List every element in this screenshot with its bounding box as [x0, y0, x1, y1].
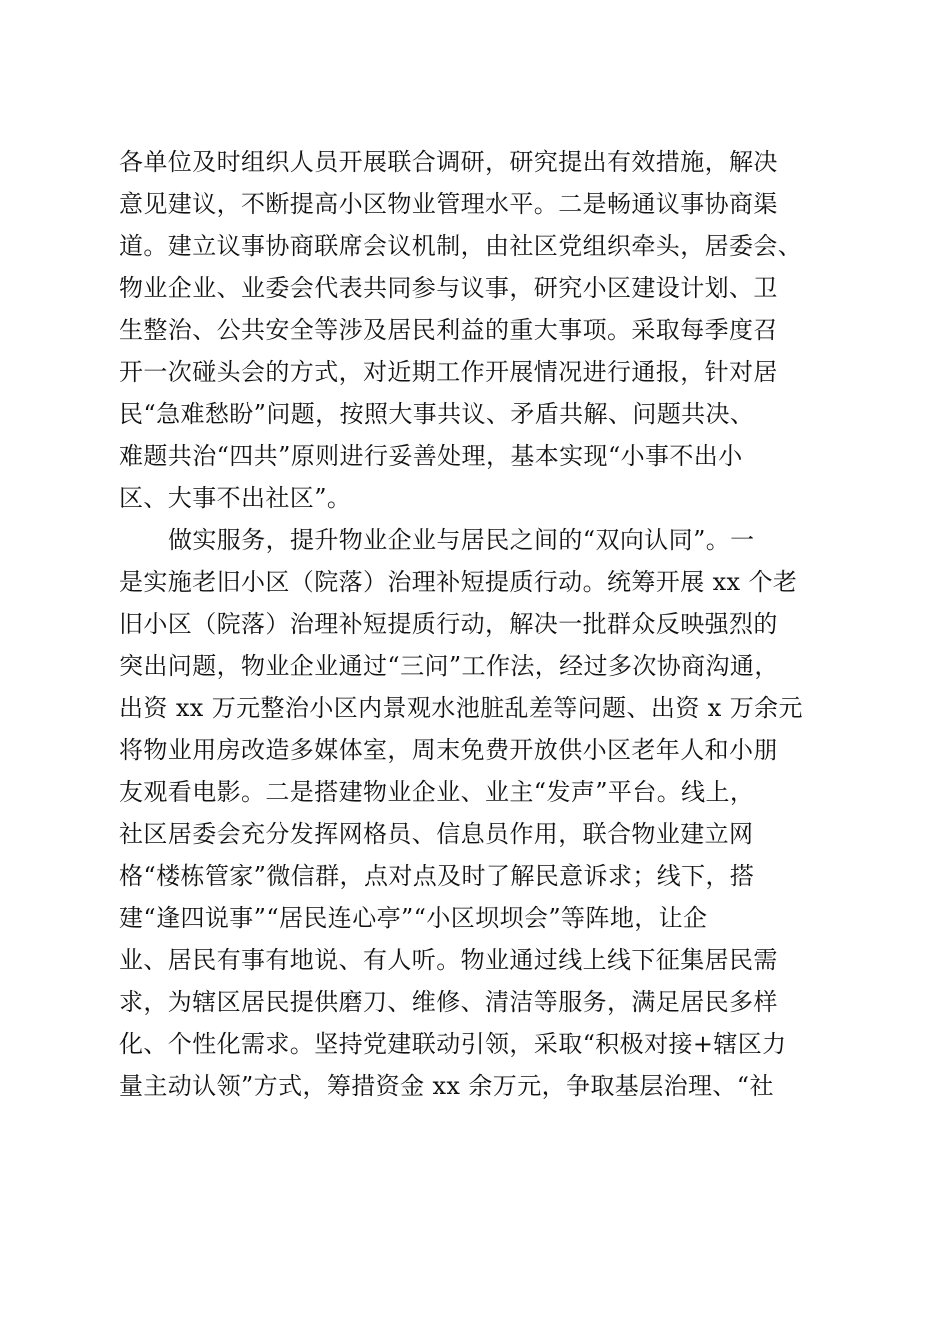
paragraph-line: 量主动认领”方式，筹措资金 xx 余万元，争取基层治理、“社	[119, 1072, 774, 1100]
paragraph-line: 道。建立议事协商联席会议机制，由社区党组织牵头，居委会、	[119, 232, 803, 260]
paragraph-line: 意见建议，不断提高小区物业管理水平。二是畅通议事协商渠	[119, 190, 778, 218]
paragraph-line: 区、大事不出社区”。	[119, 484, 352, 512]
paragraph-line: 各单位及时组织人员开展联合调研，研究提出有效措施，解决	[119, 148, 778, 176]
paragraph-line: 生整治、公共安全等涉及居民利益的重大事项。采取每季度召	[119, 316, 778, 344]
paragraph-line: 友观看电影。二是搭建物业企业、业主“发声”平台。线上，	[119, 778, 755, 806]
paragraph-line: 难题共治“四共”原则进行妥善处理，基本实现“小事不出小	[119, 442, 743, 470]
paragraph-line: 突出问题，物业企业通过“三问”工作法，经过多次协商沟通，	[119, 652, 779, 680]
paragraph-line: 求，为辖区居民提供磨刀、维修、清洁等服务，满足居民多样	[119, 988, 778, 1016]
paragraph-line: 化、个性化需求。坚持党建联动引领，采取“积极对接+辖区力	[119, 1030, 787, 1058]
paragraph-line: 建“逢四说事”“居民连心亭”“小区坝坝会”等阵地，让企	[119, 904, 708, 932]
paragraph-line: 开一次碰头会的方式，对近期工作开展情况进行通报，针对居	[119, 358, 778, 386]
paragraph-line: 社区居委会充分发挥网格员、信息员作用，联合物业建立网	[119, 820, 754, 848]
paragraph-line: 民“急难愁盼”问题，按照大事共议、矛盾共解、问题共决、	[119, 400, 755, 428]
paragraph-line: 是实施老旧小区（院落）治理补短提质行动。统筹开展 xx 个老	[119, 568, 798, 596]
paragraph-2	[119, 519, 849, 1107]
paragraph-line: 做实服务，提升物业企业与居民之间的“双向认同”。一	[168, 526, 755, 554]
paragraph-line: 将物业用房改造多媒体室，周末免费开放供小区老年人和小朋	[119, 736, 778, 764]
paragraph-line: 旧小区（院落）治理补短提质行动，解决一批群众反映强烈的	[119, 610, 778, 638]
paragraph-line: 物业企业、业委会代表共同参与议事，研究小区建设计划、卫	[119, 274, 778, 302]
paragraph-1	[119, 141, 849, 519]
paragraph-line: 格“楼栋管家”微信群，点对点及时了解民意诉求；线下，搭	[119, 862, 755, 890]
paragraph-line: 出资 xx 万元整治小区内景观水池脏乱差等问题、出资 x 万余元	[119, 694, 803, 722]
paragraph-line: 业、居民有事有地说、有人听。物业通过线上线下征集居民需	[119, 946, 778, 974]
